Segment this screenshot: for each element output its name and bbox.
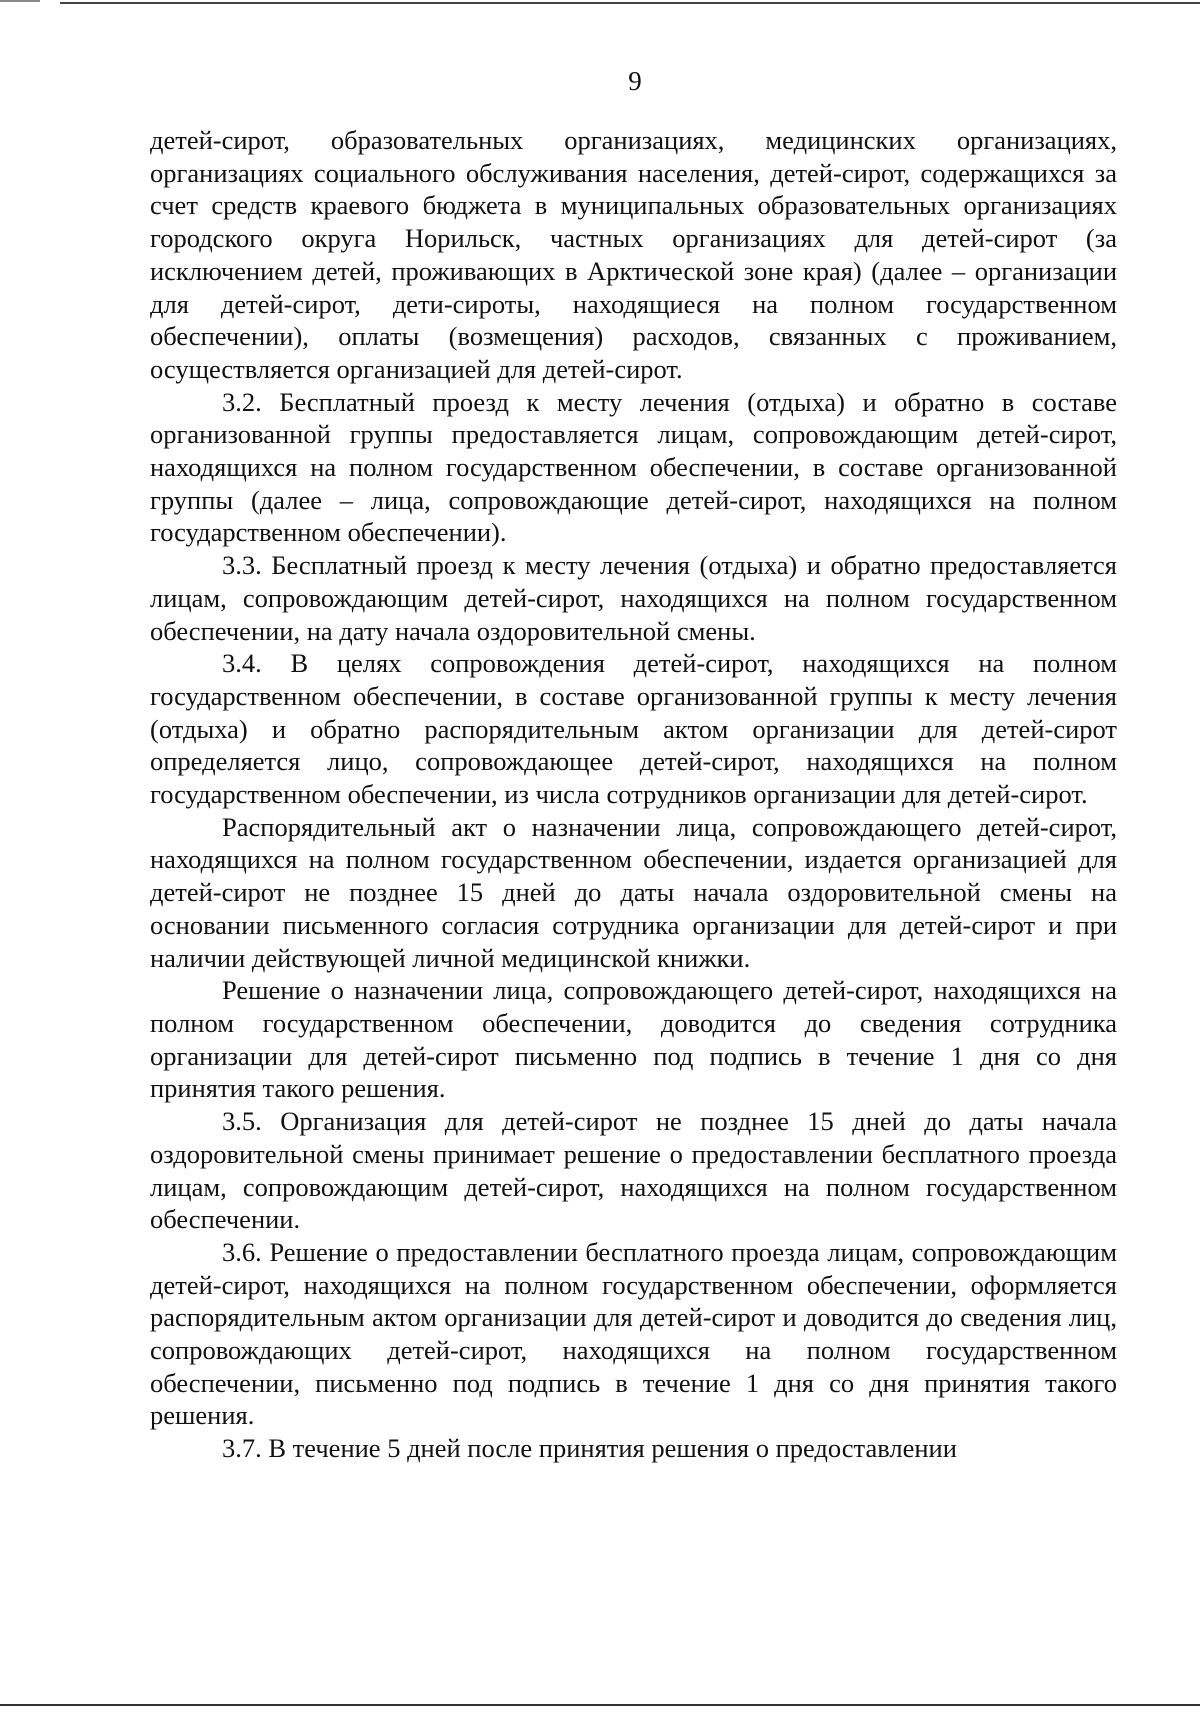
- paragraph-order-appointment: Распорядительный акт о назначении лица, сопровождающего детей-сирот, находящихся на полном государственном обеспечении, издается организацией для детей-сирот не позднее 15 дней до даты начала оздоровительной смены на основании письменного согласия сотрудника организации для детей-сирот и при наличии действующей личной медицинской книжки.: [150, 811, 1117, 973]
- document-body: [150, 124, 1117, 1465]
- scan-top-border: [60, 2, 1200, 4]
- paragraph-decision-notice: Решение о назначении лица, сопровождающего детей-сирот, находящихся на полном государственном обеспечении, доводится до сведения сотрудника организации для детей-сирот письменно под подпись в течение 1 дня со дня принятия такого решения.: [150, 975, 1117, 1104]
- paragraph-3-3: 3.3. Бесплатный проезд к месту лечения (отдыха) и обратно предоставляется лицам, сопровождающим детей-сирот, находящихся на полном государственном обеспечении, на дату начала оздоровительной смены.: [150, 550, 1117, 646]
- paragraph-3-6: 3.6. Решение о предоставлении бесплатного проезда лицам, сопровождающим детей-сирот, находящихся на полном государственном обеспечении, оформляется распорядительным актом организации для детей-сирот и доводится до сведения лиц, сопровождающих детей-сирот, находящихся на полном государственном обеспечении, письменно под подпись в течение 1 дня со дня принятия такого решения.: [150, 1236, 1117, 1431]
- paragraph-3-7: 3.7. В течение 5 дней после принятия решения о предоставлении: [222, 1433, 957, 1464]
- paragraph-3-2: 3.2. Бесплатный проезд к месту лечения (отдыха) и обратно в составе организованной группы предоставляется лицам, сопровождающим детей-сирот, находящихся на полном государственном обеспечении, в составе организованной группы (далее – лица, сопровождающие детей-сирот, находящихся на полном государственном обеспечении).: [150, 386, 1117, 548]
- page-number: 9: [628, 66, 642, 96]
- scan-edge-mark: [0, 0, 40, 2]
- paragraph-continuation: детей-сирот, образовательных организациях, медицинских организациях, организациях социального обслуживания населения, детей-сирот, содержащихся за счет средств краевого бюджета в муниципальных образовательных организациях городского округа Норильск, частных организациях для детей-сирот (за исключением детей, проживающих в Арктической зоне края) (далее – организации для детей-сирот, дети-сироты, находящиеся на полном государственном обеспечении), оплаты (возмещения) расходов, связанных с проживанием, осуществляется организацией для детей-сирот.: [150, 125, 1117, 384]
- scan-bottom-border: [0, 1704, 1200, 1706]
- paragraph-3-4: 3.4. В целях сопровождения детей-сирот, находящихся на полном государственном обеспечении, в составе организованной группы к месту лечения (отдыха) и обратно распорядительным актом организации для детей-сирот определяется лицо, сопровождающее детей-сирот, находящихся на полном государственном обеспечении, из числа сотрудников организации для детей-сирот.: [150, 648, 1117, 810]
- paragraph-3-5: 3.5. Организация для детей-сирот не позднее 15 дней до даты начала оздоровительной смены принимает решение о предоставлении бесплатного проезда лицам, сопровождающим детей-сирот, находящихся на полном государственном обеспечении.: [150, 1106, 1117, 1235]
